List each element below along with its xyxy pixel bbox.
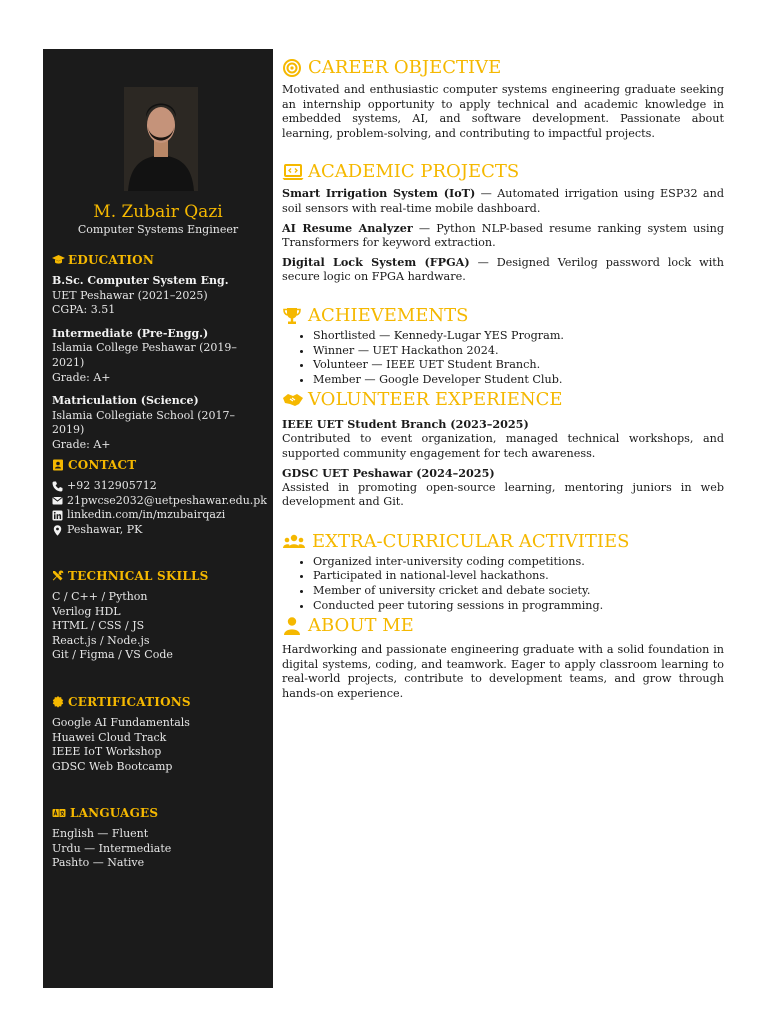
contact-heading: CONTACT [52, 457, 267, 473]
academic-projects-section [282, 159, 724, 285]
volunteer-item-desc: Assisted in promoting open-source learning, mentoring juniors in web development and Git. [282, 480, 724, 509]
career-objective-section [282, 55, 724, 141]
list-item: • Organized inter-university coding competitions. [313, 555, 724, 570]
phone-icon [52, 481, 63, 492]
achievements-list [282, 329, 724, 387]
users-icon [282, 532, 306, 552]
envelope-icon [52, 495, 63, 506]
certificate-icon [52, 696, 64, 708]
profile-name: M. Zubair Qazi [93, 202, 223, 222]
contact-email[interactable]: 21pwcse2032@uetpeshawar.edu.pk [52, 494, 267, 509]
volunteer-item-title: IEEE UET Student Branch (2023–2025) [282, 417, 529, 432]
about-text: Hardworking and passionate engineering graduate with a solid foundation in digital systems, coding, and teamwork. Eager to apply classroom learning to real-world projects, contribute to development teams, and grow through hands-on experience. [282, 643, 724, 701]
project-item: AI Resume Analyzer — Python NLP-based resume ranking system using Transformers for keyword extraction. [282, 220, 724, 250]
education-item: Intermediate (Pre-Engg.) Islamia College Peshawar (2019–2021) Grade: A+ [52, 326, 237, 384]
contact-section [52, 457, 267, 537]
trophy-icon [282, 306, 302, 326]
project-item: Digital Lock System (FPGA) — Designed Verilog password lock with secure logic on FPGA hardware. [282, 254, 724, 284]
profile-role: Computer Systems Engineer [77, 223, 239, 236]
activities-heading: EXTRA-CURRICULAR ACTIVITIES [282, 529, 724, 555]
skill-item: HTML / CSS / JS [52, 619, 145, 633]
languages-heading: LANGUAGES [52, 805, 267, 821]
about-heading: ABOUT ME [282, 613, 724, 639]
education-item: Matriculation (Science) Islamia Collegiate School (2017–2019) Grade: A+ [52, 394, 236, 451]
bullseye-icon [282, 58, 302, 78]
skill-item: C / C++ / Python [52, 590, 148, 603]
career-objective-heading: CAREER OBJECTIVE [282, 55, 724, 81]
education-heading: EDUCATION [52, 252, 267, 268]
language-icon [52, 807, 66, 819]
skills-section [52, 568, 267, 663]
activities-list [282, 555, 724, 613]
skills-heading: TECHNICAL SKILLS [52, 568, 267, 584]
about-section [282, 613, 724, 701]
volunteer-item-title: GDSC UET Peshawar (2024–2025) [282, 466, 495, 481]
contact-phone[interactable]: +92 312905712 [52, 479, 267, 494]
tools-icon [52, 570, 64, 582]
address-card-icon [52, 459, 64, 471]
certification-item: Google AI Fundamentals [52, 716, 190, 729]
handshake-icon [282, 390, 302, 410]
project-item: Smart Irrigation System (IoT) — Automated irrigation using ESP32 and soil sensors with real-time mobile dashboard. [282, 186, 724, 215]
academic-projects-heading: ACADEMIC PROJECTS [282, 159, 724, 185]
education-section [52, 252, 267, 453]
languages-section [52, 805, 267, 871]
list-item: • Participated in national-level hackathons. [313, 569, 724, 584]
career-objective-text: Motivated and enthusiastic computer systems engineering graduate seeking an internship opportunity to apply technical and academic knowledge in embedded systems, AI, and software development. Passionate about learning, problem-solving, and contributing to impactful projects. [282, 83, 724, 140]
volunteer-heading: VOLUNTEER EXPERIENCE [282, 387, 724, 413]
list-item: • Shortlisted — Kennedy-Lugar YES Program. [313, 329, 724, 344]
activities-section [282, 529, 724, 613]
certification-item: GDSC Web Bootcamp [52, 759, 173, 773]
linkedin-icon [52, 510, 63, 521]
certification-item: IEEE IoT Workshop [52, 745, 162, 759]
achievements-heading: ACHIEVEMENTS [282, 303, 724, 329]
list-item: • Volunteer — IEEE UET Student Branch. [313, 358, 724, 373]
contact-linkedin[interactable]: linkedin.com/in/mzubairqazi [52, 508, 267, 523]
profile-photo [124, 87, 198, 191]
list-item: • Member of university cricket and debate society. [313, 584, 724, 599]
certification-item: Huawei Cloud Track [52, 730, 167, 744]
list-item: • Conducted peer tutoring sessions in programming. [313, 599, 724, 614]
user-icon [282, 616, 302, 636]
volunteer-section [282, 387, 724, 510]
language-item: English — Fluent [52, 827, 149, 840]
main-content [282, 55, 724, 702]
skill-item: Verilog HDL [52, 604, 121, 618]
education-item: B.Sc. Computer System Eng. UET Peshawar (2021–2025) CGPA: 3.51 [52, 274, 229, 317]
list-item: • Member — Google Developer Student Club. [313, 373, 724, 388]
language-item: Pashto — Native [52, 856, 145, 870]
skill-item: React.js / Node.js [52, 633, 150, 647]
list-item: • Winner — UET Hackathon 2024. [313, 344, 724, 359]
laptop-code-icon [282, 162, 302, 182]
graduation-cap-icon [52, 254, 64, 266]
contact-location: Peshawar, PK [52, 523, 267, 538]
language-item: Urdu — Intermediate [52, 841, 172, 855]
volunteer-item-desc: Contributed to event organization, managed technical workshops, and supported community engagement for tech awareness. [282, 431, 724, 460]
certifications-heading: CERTIFICATIONS [52, 694, 267, 710]
certifications-section [52, 694, 267, 774]
skill-item: Git / Figma / VS Code [52, 648, 173, 662]
achievements-section [282, 303, 724, 387]
sidebar [43, 49, 273, 988]
map-marker-icon [52, 525, 63, 536]
